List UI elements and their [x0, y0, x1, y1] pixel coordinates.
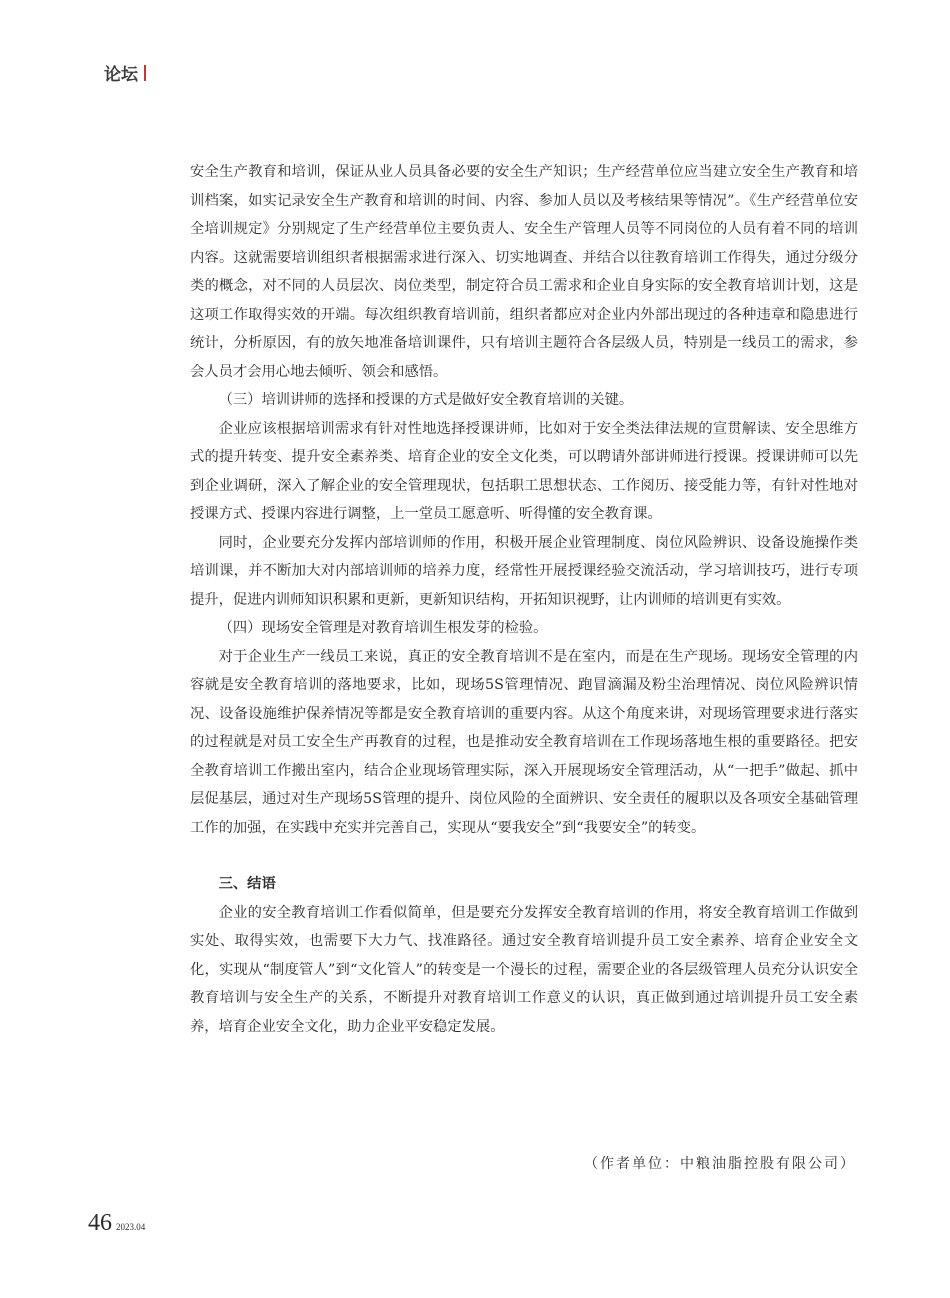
page-footer — [88, 1210, 145, 1237]
author-unit: （作者单位：中粮油脂控股有限公司） — [584, 1156, 856, 1172]
section-heading-conclusion: 三、结语 — [218, 876, 276, 892]
article-body — [190, 158, 858, 1041]
paragraph: 企业的安全教育培训工作看似简单，但是要充分发挥安全教育培训的作用，将安全教育培训工作做到实处、取得实效，也需要下大力气、找准路径。通过安全教育培训提升员工安全素养、培育企业安全文化，实现从“制度管人”到“文化管人”的转变是一个漫长的过程，需要企业的各层级管理人员充分认识安全教育培训与安全生产的关系，不断提升对教育培训工作意义的认识，真正做到通过培训提升员工安全素养，培育企业安全文化，助力企业平安稳定发展。 — [190, 904, 858, 1035]
section-title: 论坛 — [104, 65, 138, 85]
section-header — [104, 60, 146, 85]
subheading-3: （三）培训讲师的选择和授课的方式是做好安全教育培训的关键。 — [218, 392, 634, 408]
paragraph-continuation: 安全生产教育和培训，保证从业人员具备必要的安全生产知识；生产经营单位应当建立安全生产教育和培训档案，如实记录安全生产教育和培训的时间、内容、参加人员以及考核结果等情况”。《生产经营单位安全培训规定》分别规定了生产经营单位主要负责人、安全生产管理人员等不同岗位的人员有着不同的培训内容。这就需要培训组织者根据需求进行深入、切实地调查、并结合以往教育培训工作得失，通过分级分类的概念，对不同的人员层次、岗位类型，制定符合员工需求和企业自身实际的安全教育培训计划，这是这项工作取得实效的开端。每次组织教育培训前，组织者都应对企业内外部出现过的各种违章和隐患进行统计，分析原因，有的放矢地准备培训课件，只有培训主题符合各层级人员，特别是一线员工的需求，参会人员才会用心地去倾听、领会和感悟。 — [190, 164, 858, 380]
paragraph: 企业应该根据培训需求有针对性地选择授课讲师，比如对于安全类法律法规的宣贯解读、安全思维方式的提升转变、提升安全素养类、培育企业的安全文化类，可以聘请外部讲师进行授课。授课讲师可以先到企业调研，深入了解企业的安全管理现状，包括职工思想状态、工作阅历、接受能力等，有针对性地对授课方式、授课内容进行调整，上一堂员工愿意听、听得懂的安全教育课。 — [190, 420, 858, 522]
page-number: 46 — [88, 1210, 112, 1236]
section-divider — [144, 65, 146, 81]
paragraph: 对于企业生产一线员工来说，真正的安全教育培训不是在室内，而是在生产现场。现场安全管理的内容就是安全教育培训的落地要求，比如，现场5S管理情况、跑冒滴漏及粉尘治理情况、岗位风险辨识情况、设备设施维护保养情况等都是安全教育培训的重要内容。从这个角度来讲，对现场管理要求进行落实的过程就是对员工安全生产再教育的过程，也是推动安全教育培训在工作现场落地生根的重要路径。把安全教育培训工作搬出室内，结合企业现场管理实际，深入开展现场安全管理活动，从“一把手”做起、抓中层促基层，通过对生产现场5S管理的提升、岗位风险的全面辨识、安全责任的履职以及各项安全基础管理工作的加强，在实践中充实并完善自己，实现从“要我安全”到“我要安全”的转变。 — [190, 648, 858, 836]
paragraph: 同时，企业要充分发挥内部培训师的作用，积极开展企业管理制度、岗位风险辨识、设备设施操作类培训课，并不断加大对内部培训师的培养力度，经常性开展授课经验交流活动，学习培训技巧，进行专项提升，促进内训师知识积累和更新，更新知识结构，开拓知识视野，让内训师的培训更有实效。 — [190, 534, 858, 608]
issue-date: 2023.04 — [116, 1222, 146, 1232]
subheading-4: （四）现场安全管理是对教育培训生根发芽的检验。 — [218, 620, 548, 636]
